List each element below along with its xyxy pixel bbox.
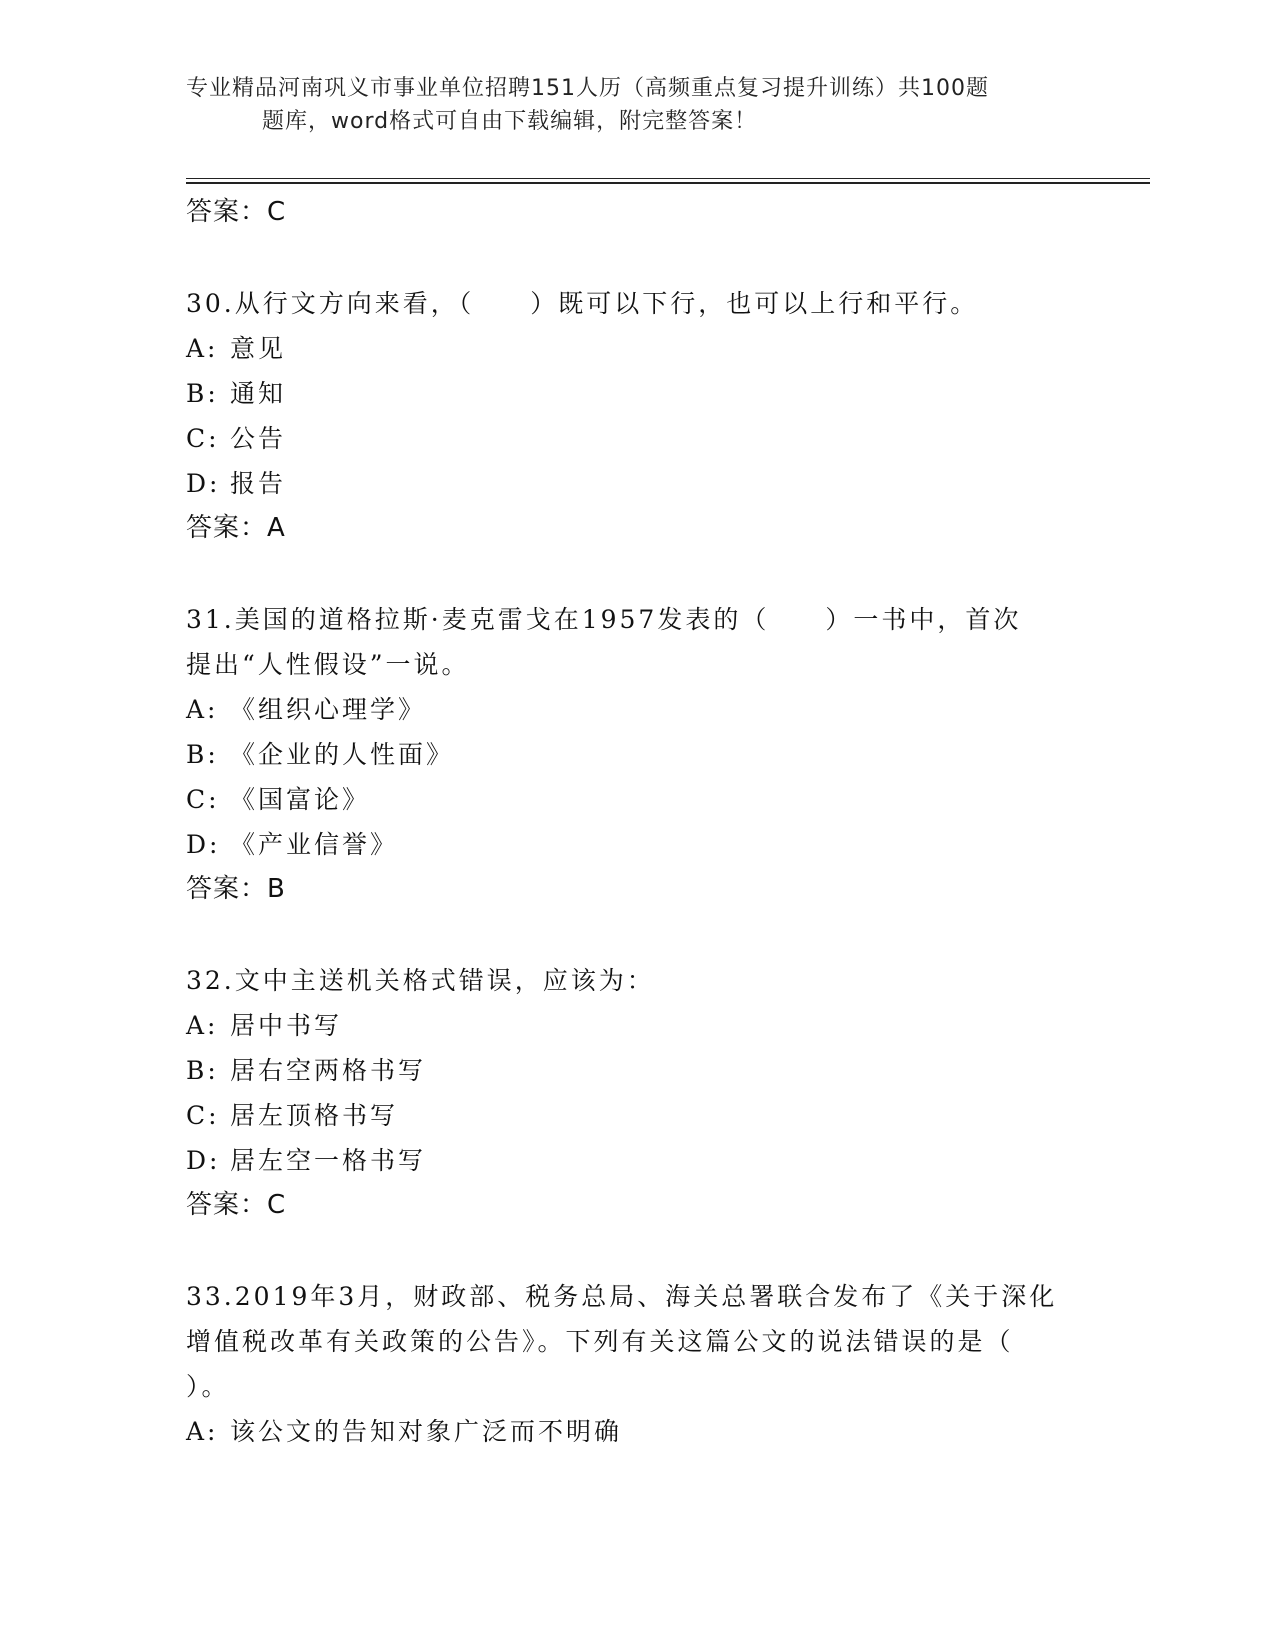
option-item bbox=[186, 1048, 1086, 1093]
option-text: 居左空一格书写 bbox=[230, 1146, 427, 1175]
document-header bbox=[186, 72, 1066, 138]
option-key: C: bbox=[186, 1101, 220, 1130]
option-item bbox=[186, 371, 1086, 416]
option-text: 公告 bbox=[230, 424, 287, 453]
header-divider-thick bbox=[186, 182, 1150, 184]
question-list bbox=[186, 190, 1086, 1454]
answer-line: 答案：B bbox=[186, 874, 286, 904]
header-title-line-2: 题库，word格式可自由下载编辑，附完整答案！ bbox=[262, 109, 758, 134]
option-text: 《企业的人性面》 bbox=[230, 740, 455, 769]
option-key: A: bbox=[186, 1417, 219, 1446]
previous-answer: 答案：C bbox=[186, 197, 287, 227]
question-stem: 31.美国的道格拉斯·麦克雷戈在1957发表的（ ）一书中，首次 bbox=[186, 605, 1022, 634]
answer-line: 答案：C bbox=[186, 1190, 287, 1220]
question-stem: 30.从行文方向来看，（ ）既可以下行，也可以上行和平行。 bbox=[186, 289, 979, 318]
option-item bbox=[186, 1093, 1086, 1138]
option-key: A: bbox=[186, 695, 219, 724]
option-key: C: bbox=[186, 785, 220, 814]
option-text: 意见 bbox=[230, 334, 287, 363]
question-stem-continued: 提出“人性假设”一说。 bbox=[186, 650, 470, 679]
option-key: D: bbox=[186, 830, 221, 859]
option-item bbox=[186, 1409, 1086, 1454]
question-stem-continued: ）。 bbox=[186, 1372, 230, 1401]
answer-line: 答案：A bbox=[186, 513, 286, 543]
option-text: 《产业信誉》 bbox=[230, 830, 399, 859]
option-text: 该公文的告知对象广泛而不明确 bbox=[230, 1417, 623, 1446]
option-text: 报告 bbox=[230, 469, 287, 498]
option-text: 居左顶格书写 bbox=[230, 1101, 399, 1130]
header-title-line-1: 专业精品河南巩义市事业单位招聘151人历（高频重点复习提升训练）共100题 bbox=[186, 76, 989, 101]
option-item bbox=[186, 461, 1086, 506]
option-key: B: bbox=[186, 1056, 219, 1085]
option-item bbox=[186, 777, 1086, 822]
question-block bbox=[186, 597, 1086, 912]
question-block bbox=[186, 1274, 1086, 1454]
question-block bbox=[186, 281, 1086, 551]
question-block bbox=[186, 958, 1086, 1228]
option-item bbox=[186, 416, 1086, 461]
option-text: 《组织心理学》 bbox=[230, 695, 427, 724]
header-divider-thin bbox=[186, 178, 1150, 179]
option-key: A: bbox=[186, 1011, 219, 1040]
option-item bbox=[186, 1003, 1086, 1048]
option-key: B: bbox=[186, 379, 219, 408]
option-key: B: bbox=[186, 740, 219, 769]
question-stem: 32.文中主送机关格式错误，应该为： bbox=[186, 966, 655, 995]
option-item bbox=[186, 822, 1086, 867]
option-key: D: bbox=[186, 469, 221, 498]
option-text: 通知 bbox=[230, 379, 287, 408]
option-text: 居右空两格书写 bbox=[230, 1056, 427, 1085]
option-item bbox=[186, 687, 1086, 732]
option-text: 居中书写 bbox=[230, 1011, 343, 1040]
option-key: D: bbox=[186, 1146, 221, 1175]
option-text: 《国富论》 bbox=[230, 785, 371, 814]
question-stem-continued: 增值税改革有关政策的公告》。下列有关这篇公文的说法错误的是（ bbox=[186, 1327, 1014, 1356]
option-item bbox=[186, 732, 1086, 777]
option-item bbox=[186, 1138, 1086, 1183]
option-key: A: bbox=[186, 334, 219, 363]
option-key: C: bbox=[186, 424, 220, 453]
option-item bbox=[186, 326, 1086, 371]
question-stem: 33.2019年3月，财政部、税务总局、海关总署联合发布了《关于深化 bbox=[186, 1282, 1058, 1311]
